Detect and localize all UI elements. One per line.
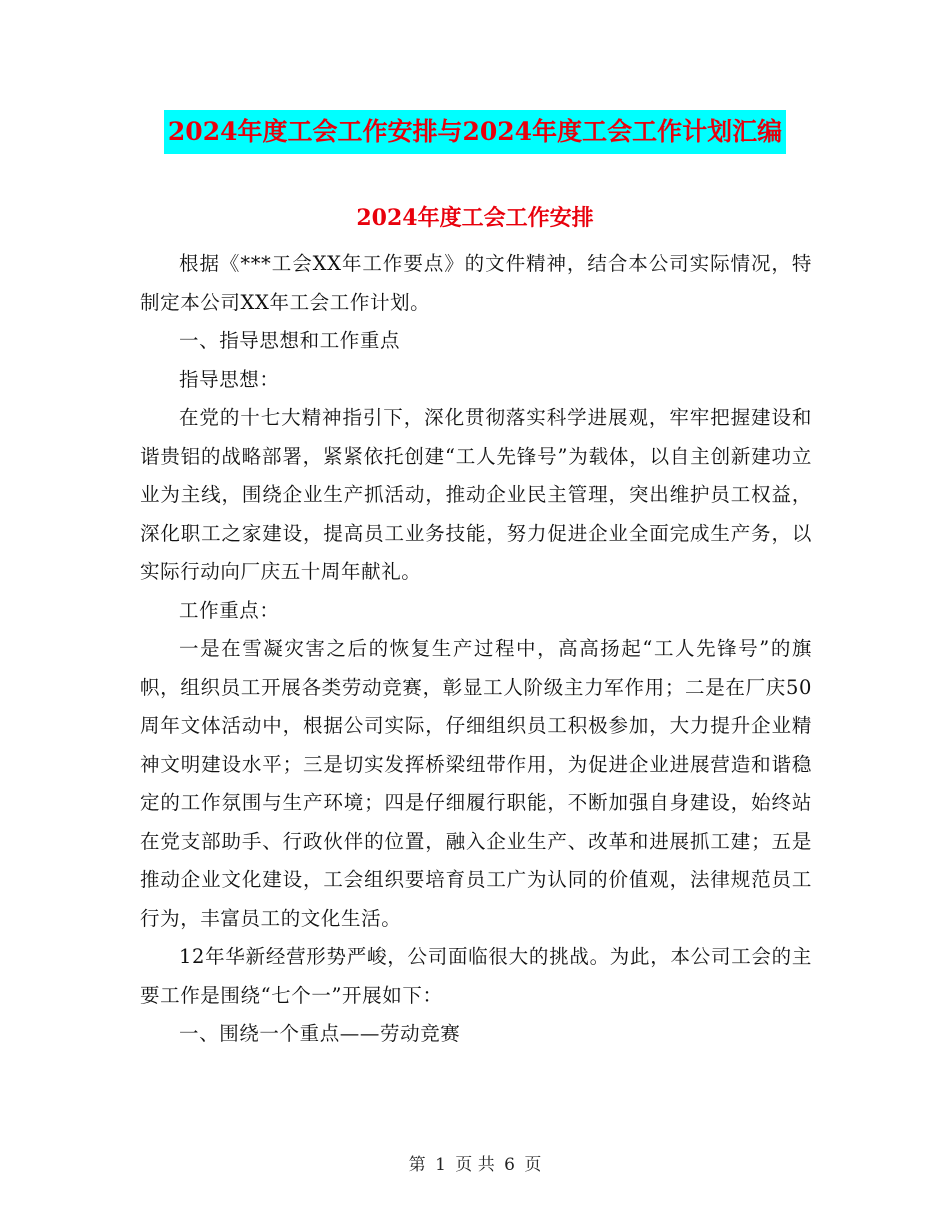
- footer-suffix: 页: [524, 1155, 542, 1175]
- footer-total-pages: 6: [504, 1155, 515, 1175]
- footer-page-number: 1: [435, 1155, 446, 1175]
- document-title: 2024年度工会工作安排与2024年度工会工作计划汇编: [164, 110, 786, 154]
- paragraph-intro: 根据《***工会XX年工作要点》的文件精神，结合本公司实际情况，特制定本公司XX年工会工作计划。: [140, 252, 812, 314]
- paragraph-guiding-content: 在党的十七大精神指引下，深化贯彻落实科学进展观，牢牢把握建设和谐贵铝的战略部署，紧紧依托创建“工人先锋号”为载体，以自主创新建功立业为主线，围绕企业生产抓活动，推动企业民主管理，突出维护员工权益，深化职工之家建设，提高员工业务技能，努力促进企业全面完成生产务，以实际行动向厂庆五十周年献礼。: [140, 406, 812, 583]
- document-body: [140, 245, 812, 1054]
- paragraph-guiding-label: 指导思想：: [179, 367, 280, 391]
- section-title: 2024年度工会工作安排: [356, 205, 594, 231]
- footer-mid: 页 共: [455, 1155, 495, 1175]
- footer-prefix: 第: [408, 1155, 426, 1175]
- paragraph-situation: 12年华新经营形势严峻，公司面临很大的挑战。为此，本公司工会的主要工作是围绕“七个一”开展如下：: [140, 945, 812, 1007]
- paragraph-item-one: 一、围绕一个重点——劳动竞赛: [179, 1022, 461, 1045]
- document-title-container: [0, 110, 950, 154]
- page-footer: [0, 1153, 950, 1177]
- paragraph-focus-content: 一是在雪凝灾害之后的恢复生产过程中，高高扬起“工人先锋号”的旗帜，组织员工开展各类劳动竞赛，彰显工人阶级主力军作用；二是在厂庆50周年文体活动中，根据公司实际，仔细组织员工积极参加，大力提升企业精神文明建设水平；三是切实发挥桥梁纽带作用，为促进企业进展营造和谐稳定的工作氛围与生产环境；四是仔细履行职能，不断加强自身建设，始终站在党支部助手、行政伙伴的位置，融入企业生产、改革和进展抓工建；五是推动企业文化建设，工会组织要培育员工广为认同的价值观，法律规范员工行为，丰富员工的文化生活。: [140, 637, 812, 930]
- paragraph-focus-label: 工作重点：: [179, 598, 280, 622]
- paragraph-heading-guiding: 一、指导思想和工作重点: [179, 329, 401, 352]
